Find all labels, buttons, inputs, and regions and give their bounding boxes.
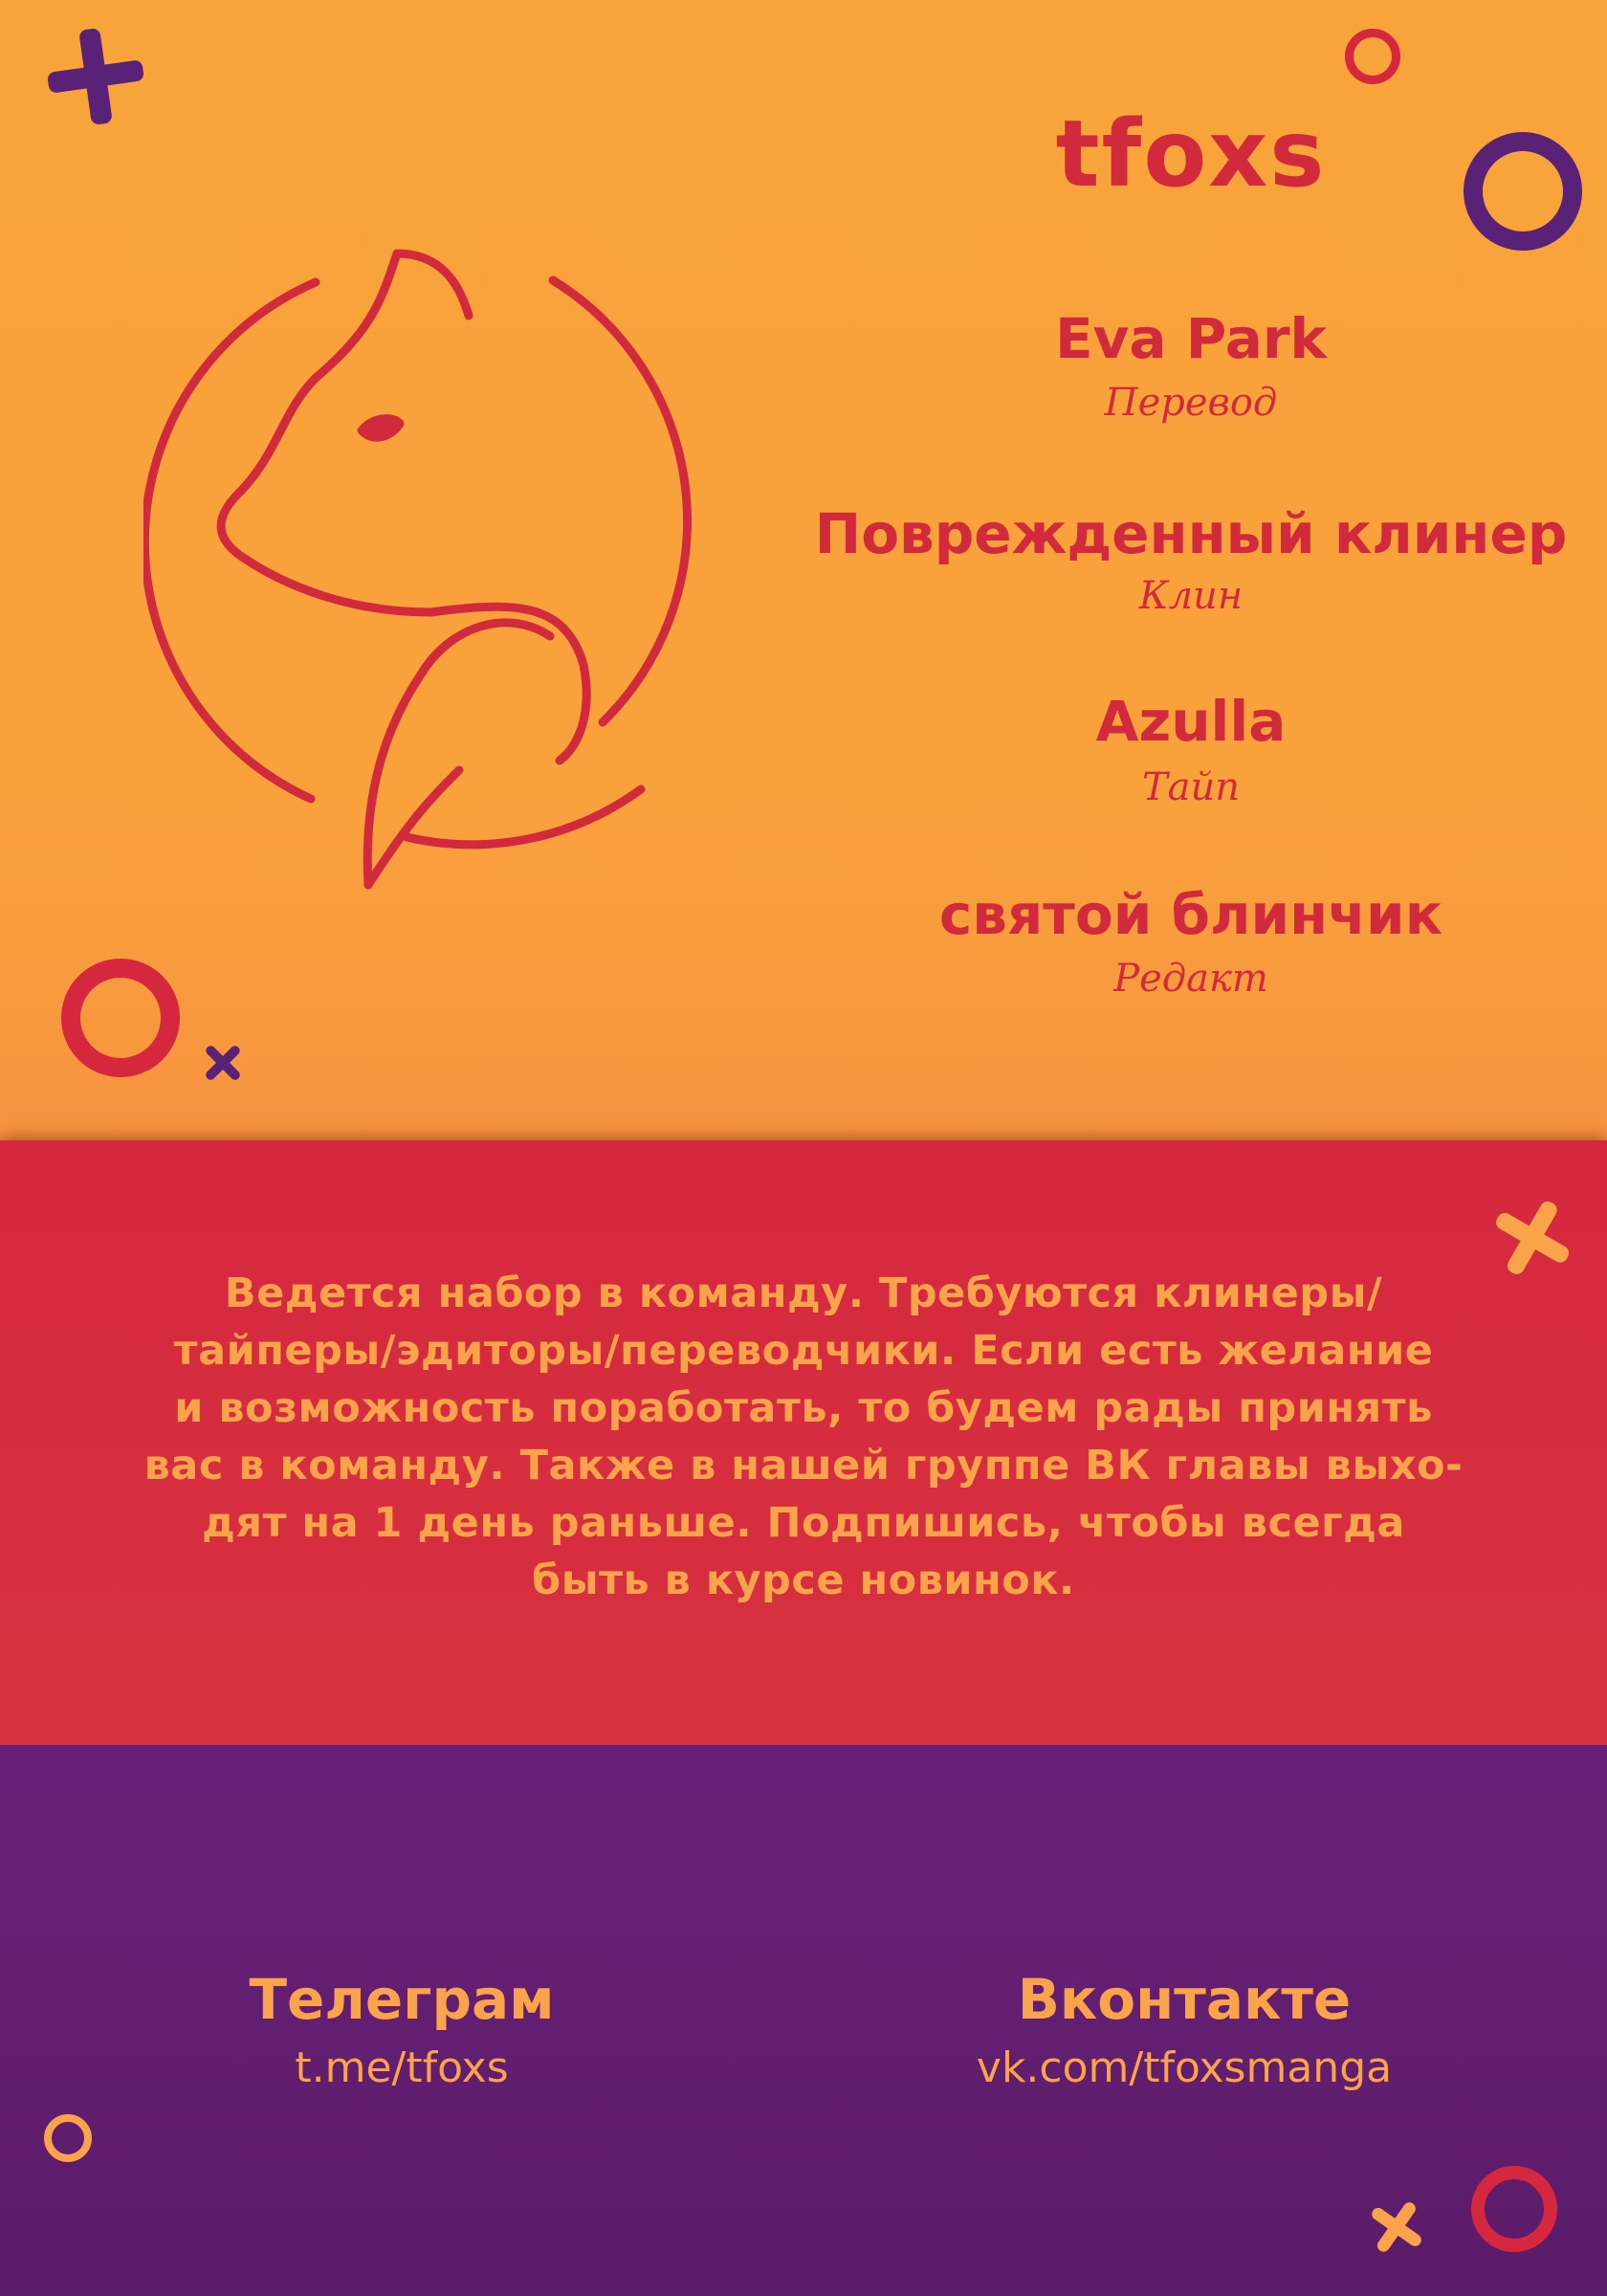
notice-line: и возможность поработать, то будем рады принять	[174, 1384, 1433, 1432]
notice-line: Ведется набор в команду. Требуются клинеры/	[224, 1269, 1383, 1317]
credit-name-cleaner: Поврежденный клинер	[814, 501, 1568, 566]
credit-role-editor: Редакт	[1113, 957, 1268, 1001]
credit-name-editor: святой блинчик	[938, 882, 1443, 947]
notice-line: тайперы/эдиторы/переводчики. Если есть желание	[173, 1327, 1434, 1375]
telegram-link-block[interactable]	[96, 1967, 708, 2092]
fox-head-logo-icon	[143, 225, 756, 894]
ring-decoration-icon	[1345, 29, 1400, 84]
notice-line: вас в команду. Также в нашей группе ВК главы выхо-	[143, 1442, 1464, 1490]
ring-decoration-icon	[44, 2114, 92, 2162]
telegram-url-link[interactable]: t.me/tfoxs	[295, 2043, 509, 2092]
ring-decoration-icon	[1471, 2166, 1557, 2252]
ring-decoration-icon	[61, 959, 180, 1077]
credit-name-typesetter: Azulla	[1095, 689, 1287, 754]
credit-name-translator: Eva Park	[1054, 306, 1328, 371]
notice-line: быть в курсе новинок.	[532, 1556, 1075, 1604]
plus-decoration-icon	[42, 23, 150, 131]
notice-line: дят на 1 день раньше. Подпишись, чтобы всегда	[202, 1499, 1405, 1547]
credit-role-typesetter: Тайп	[1141, 765, 1241, 809]
vk-link-block[interactable]	[878, 1967, 1490, 2092]
telegram-title: Телеграм	[249, 1967, 555, 2032]
vk-url-link[interactable]: vk.com/tfoxsmanga	[976, 2043, 1393, 2092]
x-decoration-icon	[191, 1031, 253, 1093]
credits-section	[0, 0, 1607, 1140]
credit-role-cleaner: Клин	[1138, 574, 1244, 618]
vk-title: Вконтакте	[1017, 1967, 1352, 2032]
recruitment-notice	[134, 1265, 1473, 1609]
brand-title: tfoxs	[1055, 100, 1327, 208]
credit-role-translator: Перевод	[1104, 381, 1278, 425]
